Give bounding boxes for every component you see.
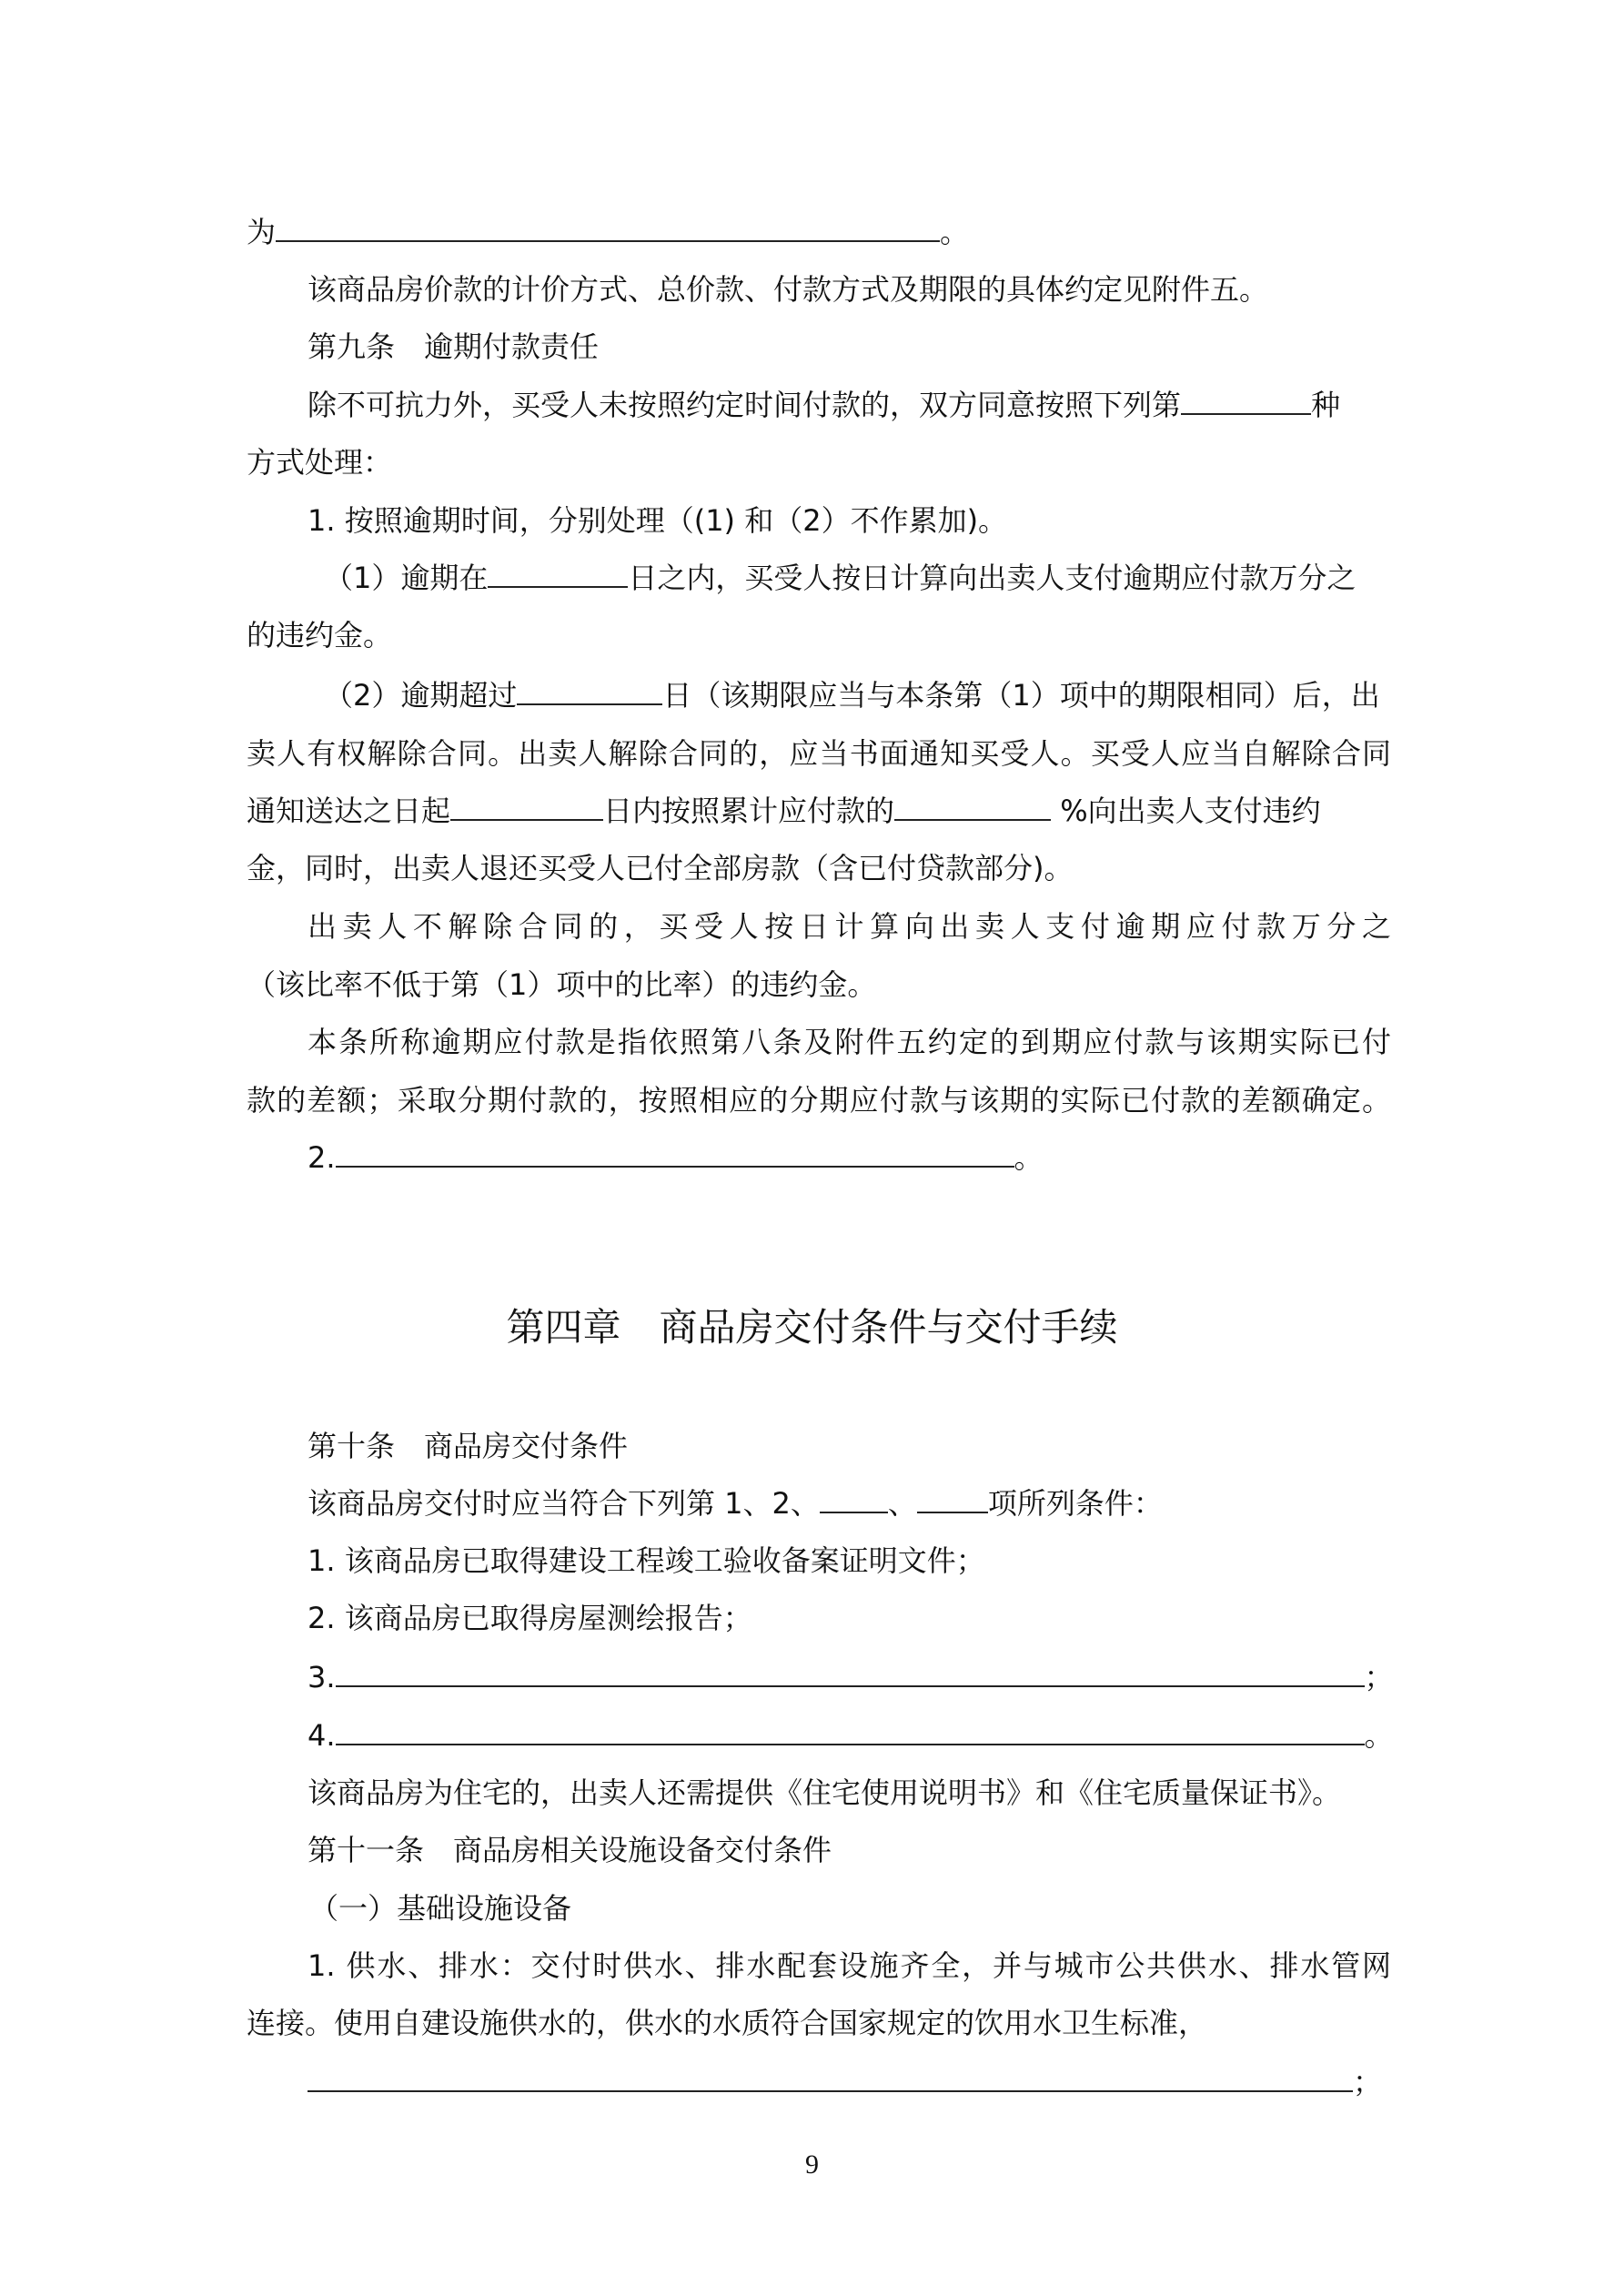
text: ； [1353, 2065, 1383, 2099]
text: 日（该期限应当与本条第（1）项中的期限相同）后，出 [662, 678, 1380, 713]
line [247, 791, 1391, 831]
text: 通知送达之日起 [247, 794, 451, 828]
blank-field[interactable] [336, 1716, 1365, 1745]
article-heading: 第十条 商品房交付条件 [308, 1429, 629, 1463]
text: （2）逾期超过 [324, 678, 518, 713]
blank-field[interactable] [917, 1484, 988, 1513]
text: 。 [1364, 1718, 1394, 1753]
text: 、 [887, 1486, 917, 1521]
text: 日之内，买受人按日计算向出卖人支付逾期应付款万分之 [628, 561, 1357, 595]
paragraph: （该比率不低于第（1）项中的比率）的违约金。 [247, 967, 877, 1002]
chapter-title: 第四章 商品房交付条件与交付手续 [506, 1305, 1118, 1350]
paragraph: 金，同时，出卖人退还买受人已付全部房款（含已付贷款部分)。 [247, 851, 1074, 885]
blank-field[interactable] [517, 676, 662, 705]
paragraph: 该商品房为住宅的，出卖人还需提供《住宅使用说明书》和《住宅质量保证书》。 [308, 1775, 1342, 1810]
text: 2. [308, 1140, 336, 1175]
paragraph: 1. 供水、排水：交付时供水、排水配套设施齐全，并与城市公共供水、排水管网 [308, 1948, 1391, 1983]
paragraph: 卖人有权解除合同。出卖人解除合同的，应当书面通知买受人。买受人应当自解除合同 [247, 736, 1391, 771]
blank-field[interactable] [336, 1658, 1365, 1687]
paragraph: 本条所称逾期应付款是指依照第八条及附件五约定的到期应付款与该期实际已付 [308, 1025, 1391, 1059]
paragraph: 款的差额；采取分期付款的，按照相应的分期应付款与该期的实际已付款的差额确定。 [247, 1083, 1391, 1118]
blank-field[interactable] [1181, 386, 1311, 415]
text: ； [1364, 1660, 1394, 1694]
line [324, 675, 1391, 715]
blank-field[interactable] [894, 792, 1051, 821]
text: 。 [940, 215, 970, 249]
paragraph: 1. 按照逾期时间，分别处理（(1) 和（2）不作累加)。 [308, 503, 1008, 538]
line [308, 1657, 1394, 1697]
blank-field[interactable] [820, 1484, 888, 1513]
text: 除不可抗力外，买受人未按照约定时间付款的，双方同意按照下列第 [308, 388, 1182, 422]
text: %向出卖人支付违约 [1051, 794, 1321, 828]
blank-field[interactable] [450, 792, 603, 821]
text: 为 [247, 215, 277, 249]
text: 3. [308, 1660, 336, 1694]
text: 项所列条件： [987, 1486, 1163, 1521]
text: 种 [1311, 388, 1341, 422]
line [308, 1715, 1394, 1755]
line [308, 1138, 1391, 1178]
paragraph: 连接。使用自建设施供水的，供水的水质符合国家规定的饮用水卫生标准， [247, 2006, 1208, 2040]
text: 日内按照累计应付款的 [603, 794, 895, 828]
paragraph: 2. 该商品房已取得房屋测绘报告； [308, 1601, 752, 1635]
subheading: （一）基础设施设备 [309, 1891, 572, 1926]
page-number: 9 [805, 2149, 819, 2180]
line [308, 385, 1391, 425]
paragraph: 出卖人不解除合同的，买受人按日计算向出卖人支付逾期应付款万分之 [308, 909, 1391, 944]
blank-field[interactable] [488, 559, 628, 588]
article-heading: 第十一条 商品房相关设施设备交付条件 [308, 1833, 832, 1867]
text: （1）逾期在 [324, 561, 489, 595]
line [308, 1483, 1391, 1523]
article-heading: 第九条 逾期付款责任 [308, 329, 600, 364]
line [247, 212, 1391, 252]
line [308, 2062, 1391, 2102]
blank-field[interactable] [336, 1138, 1014, 1168]
text: 。 [1014, 1140, 1044, 1175]
paragraph: 的违约金。 [247, 618, 393, 652]
paragraph: 方式处理： [247, 445, 393, 480]
line [324, 558, 1391, 598]
blank-field[interactable] [276, 213, 940, 242]
text: 该商品房交付时应当符合下列第 1、2、 [308, 1486, 820, 1521]
blank-field[interactable] [308, 2063, 1353, 2092]
text: 4. [308, 1718, 336, 1753]
paragraph: 该商品房价款的计价方式、总价款、付款方式及期限的具体约定见附件五。 [308, 272, 1269, 307]
paragraph: 1. 该商品房已取得建设工程竣工验收备案证明文件； [308, 1543, 985, 1578]
